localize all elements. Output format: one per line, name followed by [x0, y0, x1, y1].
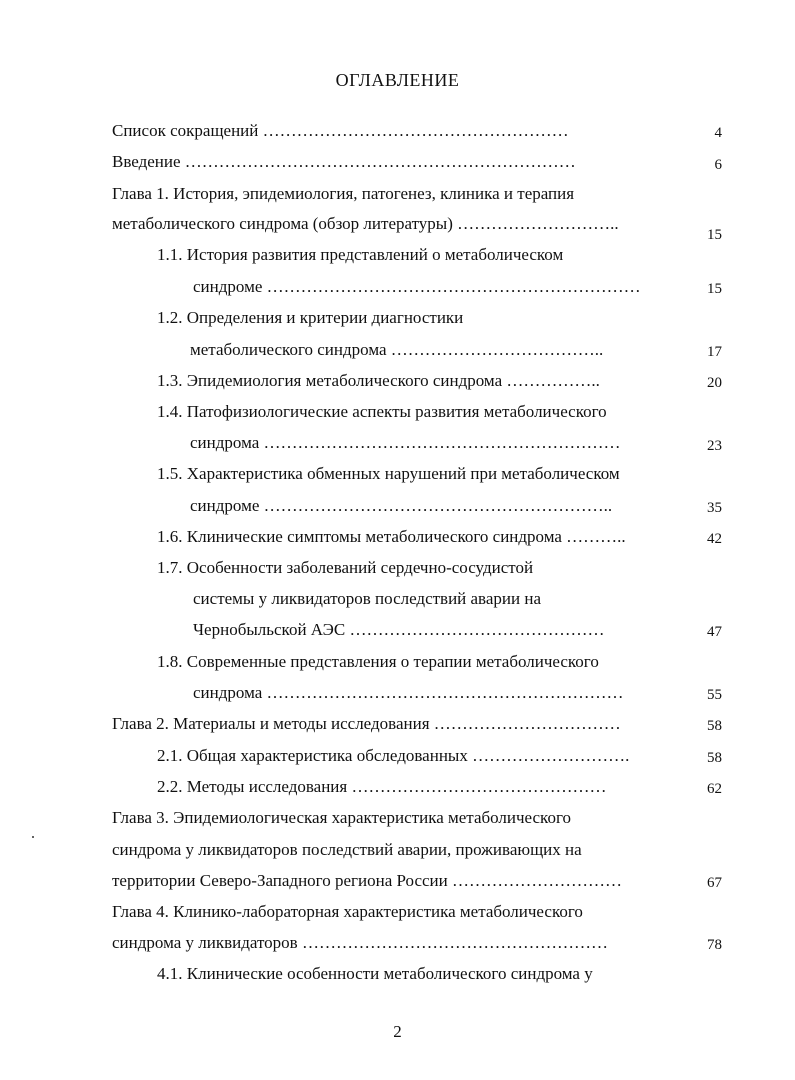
toc-line-1-1: 1.1. История развития представлений о метаболическом [157, 245, 564, 264]
toc-line-1-8-cont: синдрома ……………………………………………………… [193, 683, 624, 702]
toc-page-1-7: 47 [707, 624, 722, 640]
toc-page-abbreviations: 4 [714, 125, 722, 141]
toc-line-1-3: 1.3. Эпидемиология метаболического синдрома …………….. [157, 371, 600, 390]
toc-line-chapter4: Глава 4. Клинико-лабораторная характеристика метаболического [112, 902, 583, 921]
toc-line-1-7-cont1: системы у ликвидаторов последствий аварии на [193, 589, 541, 608]
toc-line-chapter1: Глава 1. История, эпидемиология, патогенез, клиника и терапия [112, 184, 575, 203]
toc-line-4-1: 4.1. Клинические особенности метаболического синдрома у [157, 964, 593, 983]
toc-line-chapter1-cont: метаболического синдрома (обзор литературы) ……………………….. [112, 214, 619, 233]
toc-line-1-5: 1.5. Характеристика обменных нарушений при метаболическом [157, 464, 620, 483]
toc-line-introduction: Введение …………………………………………………………… [112, 152, 576, 171]
toc-page-chapter1: 15 [707, 227, 722, 243]
page-number: 2 [393, 1022, 402, 1041]
toc-line-1-1-cont: синдроме ………………………………………………………… [193, 277, 641, 296]
toc-line-chapter3-cont1: синдрома у ликвидаторов последствий аварии, проживающих на [112, 840, 582, 859]
toc-line-1-4-cont: синдрома ……………………………………………………… [190, 433, 621, 452]
toc-page-chapter2: 58 [707, 718, 722, 734]
scan-speck [32, 836, 34, 838]
toc-page-introduction: 6 [714, 157, 722, 173]
toc-page-2-1: 58 [707, 750, 722, 766]
toc-line-chapter4-cont: синдрома у ликвидаторов ……………………………………………… [112, 933, 608, 952]
toc-line-1-2-cont: метаболического синдрома ……………………………….. [190, 340, 604, 359]
toc-line-1-5-cont: синдроме …………………………………………………….. [190, 496, 613, 515]
toc-page-1-1: 15 [707, 281, 722, 297]
toc-line-1-8: 1.8. Современные представления о терапии метаболического [157, 652, 599, 671]
toc-page-1-4: 23 [707, 438, 722, 454]
toc-line-2-1: 2.1. Общая характеристика обследованных ………………………. [157, 746, 630, 765]
toc-line-chapter3: Глава 3. Эпидемиологическая характеристика метаболического [112, 808, 571, 827]
toc-line-1-7: 1.7. Особенности заболеваний сердечно-сосудистой [157, 558, 534, 577]
toc-line-1-7-cont2: Чернобыльской АЭС ……………………………………… [193, 620, 605, 639]
toc-page-1-5: 35 [707, 500, 722, 516]
toc-line-1-6: 1.6. Клинические симптомы метаболического синдрома ……….. [157, 527, 626, 546]
toc-page-1-6: 42 [707, 531, 722, 547]
toc-line-abbreviations: Список сокращений ……………………………………………… [112, 121, 569, 140]
toc-page-1-2: 17 [707, 344, 722, 360]
toc-line-chapter3-cont2: территории Северо-Западного региона России ………………………… [112, 871, 622, 890]
toc-page-1-3: 20 [707, 375, 722, 391]
toc-line-1-4: 1.4. Патофизиологические аспекты развития метаболического [157, 402, 607, 421]
toc-page-2-2: 62 [707, 781, 722, 797]
page-title: ОГЛАВЛЕНИЕ [335, 70, 460, 90]
toc-line-2-2: 2.2. Методы исследования ……………………………………… [157, 777, 607, 796]
toc-line-chapter2: Глава 2. Материалы и методы исследования …………………………… [112, 714, 621, 733]
toc-page-chapter4: 78 [707, 937, 722, 953]
toc-line-1-2: 1.2. Определения и критерии диагностики [157, 308, 464, 327]
toc-page-1-8: 55 [707, 687, 722, 703]
toc-page-chapter3: 67 [707, 875, 722, 891]
